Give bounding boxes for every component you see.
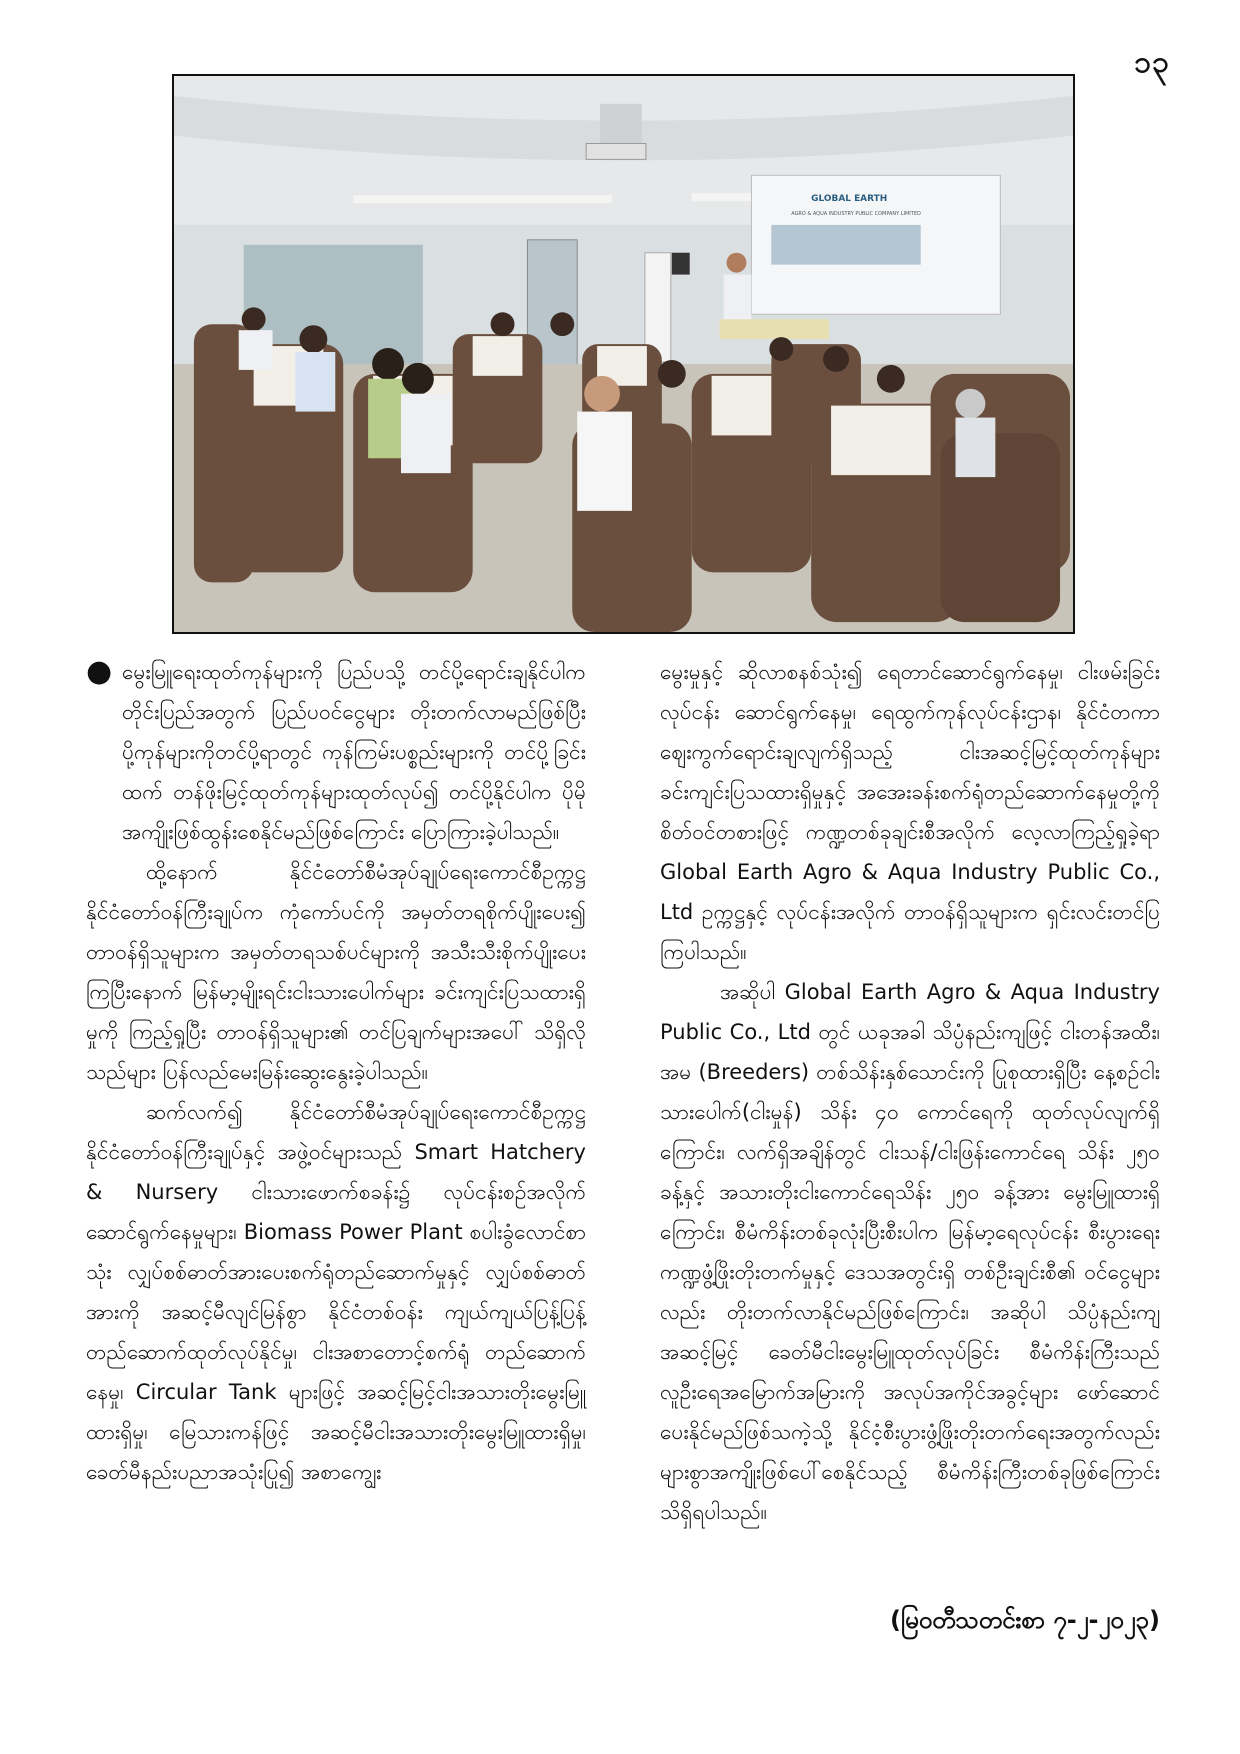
presenter-head: [727, 253, 747, 273]
bullet-paragraph-text: မွေးမြူရေးထုတ်ကုန်များကို ပြည်ပသို့ တင်ပို့ရောင်းချနိုင်ပါက တိုင်းပြည်အတွက် ပြည်ပဝင်ငွေများ တိုးတက်လာမည်ဖြစ်ပြီး ပို့ကုန်များကိုတင်ပို့ရာတွင် ကုန်ကြမ်းပစ္စည်းများကို တင်ပို့ခြင်းထက် တန်ဖိုးမြင့်ထုတ်ကုန်များထုတ်လုပ်၍ တင်ပို့နိုင်ပါက ပိုမိုအကျိုးဖြစ်ထွန်းစေနိုင်မည်ဖြစ်ကြောင်း ပြောကြားခဲ့ပါသည်။: [122, 660, 586, 844]
paragraph-tree-planting: ထို့နောက် နိုင်ငံတော်စီမံအုပ်ချုပ်ရေးကောင်စီဥက္ကဋ္ဌ နိုင်ငံတော်ဝန်ကြီးချုပ်က ကုံကော်ပင်ကို အမှတ်တရစိုက်ပျိုးပေး၍ တာဝန်ရှိသူများက အမှတ်တရသစ်ပင်များကို အသီးသီးစိုက်ပျိုးပေးကြပြီးနောက် မြန်မာ့မျိုးရင်းငါးသားပေါက်များ ခင်းကျင်းပြသထားရှိမှုကို ကြည့်ရှုပြီး တာဝန်ရှိသူများ၏ တင်ပြချက်များအပေါ် သိရှိလိုသည်များ ပြန်လည်မေးမြန်းဆွေးနွေးခဲ့ပါသည်။: [86, 860, 586, 1084]
paragraph-facility-tour: ဆက်လက်၍ နိုင်ငံတော်စီမံအုပ်ချုပ်ရေးကောင်စီဥက္ကဋ္ဌ နိုင်ငံတော်ဝန်ကြီးချုပ်နှင့် အဖွဲ့ဝင်များသည် Smart Hatchery & Nursery ငါးသားဖောက်စခန်း၌ လုပ်ငန်းစဉ်အလိုက် ဆောင်ရွက်နေမှုများ၊ Biomass Power Plant စပါးခွံလောင်စာသုံး လျှပ်စစ်ဓာတ်အားပေးစက်ရုံတည်ဆောက်မှုနှင့် လျှပ်စစ်ဓာတ်အားကို အဆင့်မီလျင်မြန်စွာ နိုင်ငံတစ်ဝန်း ကျယ်ကျယ်ပြန့်ပြန့် တည်ဆောက်ထုတ်လုပ်နိုင်မှု၊ ငါးအစာတောင့်စက်ရုံ တည်ဆောက်နေမှု၊ Circular Tank များဖြင့် အဆင့်မြင့်ငါးအသားတိုးမွေးမြူထားရှိမှု၊ မြေသားကန်ဖြင့် အဆင့်မီငါးအသားတိုးမွေးမြူထားရှိမှု၊ ခေတ်မီနည်းပညာအသုံးပြု၍ အစာကျွေး: [86, 1100, 586, 1484]
paragraph-continued: မွေးမှုနှင့် ဆိုလာစနစ်သုံး၍ ရေတာင်ဆောင်ရွက်နေမှု၊ ငါးဖမ်းခြင်းလုပ်ငန်း ဆောင်ရွက်နေမှု၊ ရေထွက်ကုန်လုပ်ငန်းဌာန၊ နိုင်ငံတကာဈေးကွက်ရောင်းချလျက်ရှိသည့် ငါးအဆင့်မြင့်ထုတ်ကုန်များ ခင်းကျင်းပြသထားရှိမှုနှင့် အအေးခန်းစက်ရုံတည်ဆောက်နေမှုတို့ကို စိတ်ဝင်တစားဖြင့် ကဏ္ဍတစ်ခုချင်းစီအလိုက် လေ့လာကြည့်ရှုခဲ့ရာ Global Earth Agro & Aqua Industry Public Co., Ltd ဥက္ကဋ္ဌနှင့် လုပ်ငန်းအလိုက် တာဝန်ရှိသူများက ရှင်းလင်းတင်ပြကြပါသည်။: [660, 660, 1160, 964]
projector-icon: [586, 144, 646, 160]
bullet-paragraph: [86, 652, 586, 852]
meeting-room-illustration: [174, 76, 1073, 632]
source-citation: (မြဝတီသတင်းစာ ၇-၂-၂၀၂၃): [889, 1606, 1160, 1634]
page-number: ၁၃: [1134, 45, 1170, 80]
presenter-body: [724, 275, 752, 323]
article-left-column: [86, 652, 586, 1492]
article-right-column: [660, 652, 1160, 1532]
screen-subtitle: AGRO & AQUA INDUSTRY PUBLIC COMPANY LIMITED: [791, 211, 921, 217]
projector-mount: [600, 104, 642, 150]
meeting-photo: [172, 74, 1075, 634]
head-table: [720, 319, 830, 339]
screen-slide-image: [771, 225, 920, 265]
bullet-icon: ●: [86, 654, 113, 689]
speaker-icon: [672, 253, 690, 275]
screen-title: GLOBAL EARTH: [811, 194, 888, 205]
paragraph-company-details: အဆိုပါ Global Earth Agro & Aqua Industry Public Co., Ltd တွင် ယခုအခါ သိပ္ပံနည်းကျဖြင့် ငါးတန်အထီး၊ အမ (Breeders) တစ်သိန်းနှစ်သောင်းကို ပြုစုထားရှိပြီး နေ့စဉ်ငါးသားပေါက်(ငါးမှုန်) သိန်း ၄၀ ကောင်ရေကို ထုတ်လုပ်လျက်ရှိကြောင်း၊ လက်ရှိအချိန်တွင် ငါးသန်/ငါးဖြန်းကောင်ရေ သိန်း ၂၅၀ ခန့်နှင့် အသားတိုးငါးကောင်ရေသိန်း ၂၅၀ ခန့်အား မွေးမြူထားရှိကြောင်း၊ စီမံကိန်းတစ်ခုလုံးပြီးစီးပါက မြန်မာ့ရေလုပ်ငန်း စီးပွားရေးကဏ္ဍဖွံ့ဖြိုးတိုးတက်မှုနှင့် ဒေသအတွင်းရှိ တစ်ဦးချင်းစီ၏ ဝင်ငွေများလည်း တိုးတက်လာနိုင်မည်ဖြစ်ကြောင်း၊ အဆိုပါ သိပ္ပံနည်းကျအဆင့်မြင့် ခေတ်မီငါးမွေးမြူထုတ်လုပ်ခြင်း စီမံကိန်းကြီးသည် လူဦးရေအမြောက်အမြားကို အလုပ်အကိုင်အခွင့်များ ဖော်ဆောင်ပေးနိုင်မည်ဖြစ်သကဲ့သို့ နိုင်ငံ့စီးပွားဖွံ့ဖြိုးတိုးတက်ရေးအတွက်လည်း များစွာအကျိုးဖြစ်ပေါ်စေနိုင်သည့် စီမံကိန်းကြီးတစ်ခုဖြစ်ကြောင်း သိရှိရပါသည်။: [660, 980, 1160, 1524]
ceiling-light-left: [353, 195, 612, 203]
